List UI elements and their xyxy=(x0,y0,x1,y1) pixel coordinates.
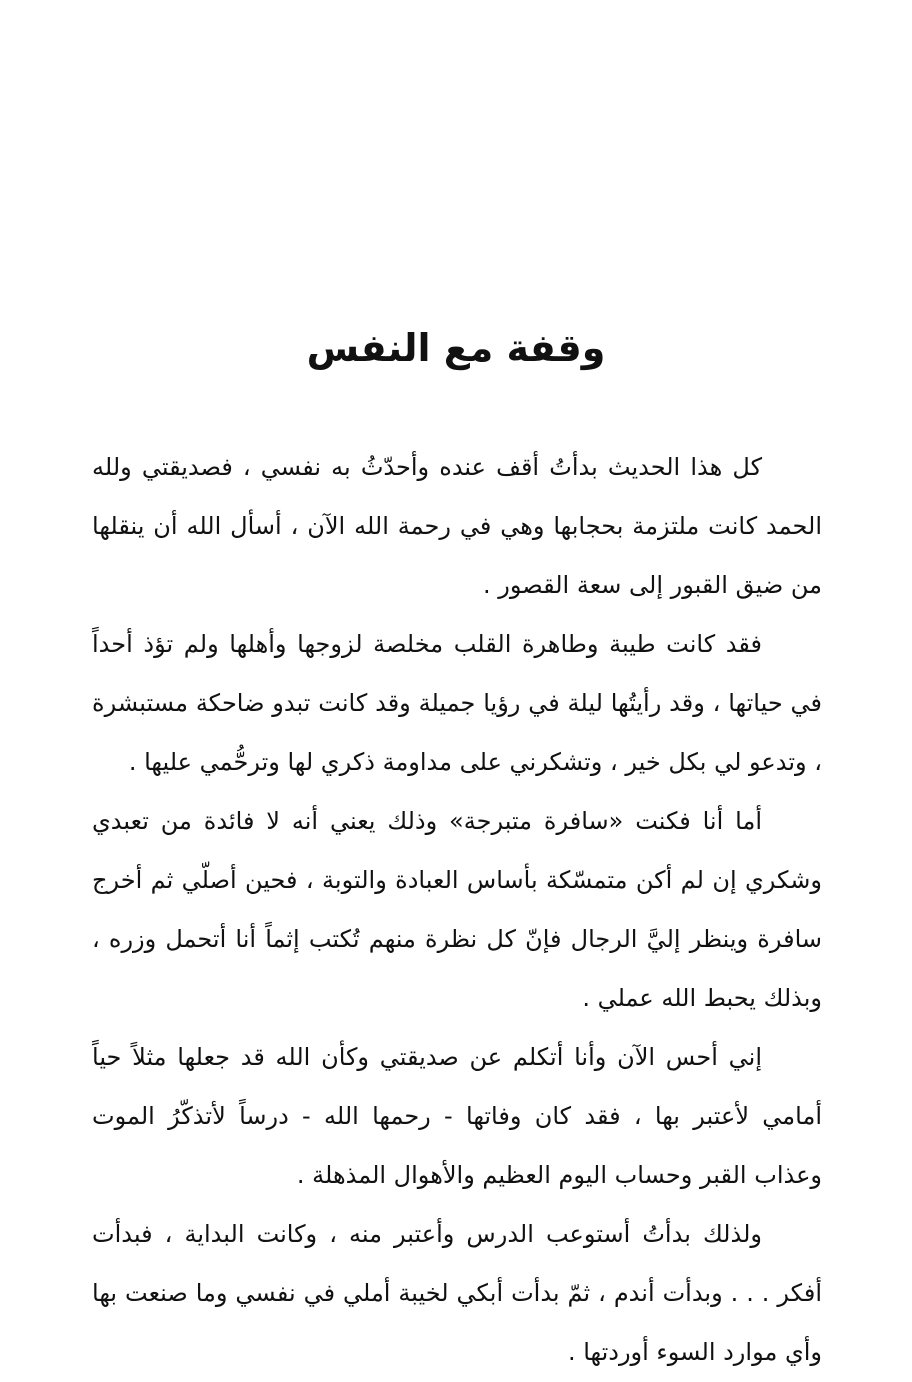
paragraph: إني أحس الآن وأنا أتكلم عن صديقتي وكأن الله قد جعلها مثلاً حياً أمامي لأعتبر بها ، فقد كان وفاتها - رحمها الله - درساً لأتذكّرُ الموت وعذاب القبر وحساب اليوم العظيم والأهوال المذهلة . xyxy=(92,1043,822,1189)
paragraph: كل هذا الحديث بدأتُ أقف عنده وأحدّثُ به نفسي ، فصديقتي ولله الحمد كانت ملتزمة بحجابها وهي في رحمة الله الآن ، أسأل الله أن ينقلها من ضيق القبور إلى سعة القصور . xyxy=(92,453,822,599)
paragraph: أما أنا فكنت «سافرة متبرجة» وذلك يعني أنه لا فائدة من تعبدي وشكري إن لم أكن متمسّكة بأساس العبادة والتوبة ، فحين أصلّي ثم أخرج سافرة وينظر إليَّ الرجال فإنّ كل نظرة منهم تُكتب إثماً أنا أتحمل وزره ، وبذلك يحبط الله عملي . xyxy=(92,807,822,1012)
paragraph: ولذلك بدأتُ أستوعب الدرس وأعتبر منه ، وكانت البداية ، فبدأت أفكر . . . وبدأت أندم ، ثمّ بدأت أبكي لخيبة أملي في نفسي وما صنعت بها وأي موارد السوء أوردتها . xyxy=(92,1220,822,1366)
page-title: وقفة مع النفس xyxy=(306,326,606,370)
body-text xyxy=(92,438,822,1382)
paragraph: فقد كانت طيبة وطاهرة القلب مخلصة لزوجها وأهلها ولم تؤذ أحداً في حياتها ، وقد رأيتُها ليلة في رؤيا جميلة وقد كانت تبدو ضاحكة مستبشرة ، وتدعو لي بكل خير ، وتشكرني على مداومة ذكري لها وترحُّمي عليها . xyxy=(92,630,822,776)
